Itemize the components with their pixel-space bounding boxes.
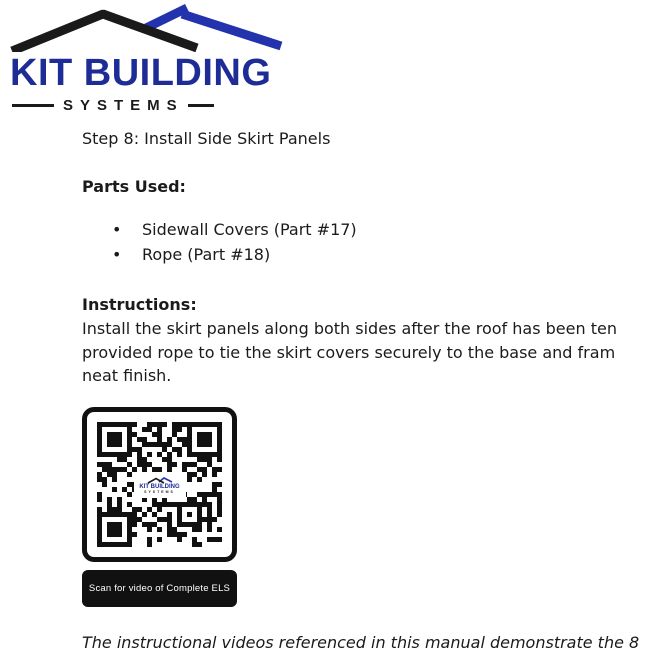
qr-center-logo-title: KIT BUILDING	[139, 483, 180, 490]
list-item	[112, 217, 357, 242]
qr-center-logo-subtitle: SYSTEMS	[144, 489, 175, 494]
logo-roofs-icon	[10, 2, 286, 52]
qr-center-roofs-icon	[147, 476, 173, 484]
logo-dash-left	[12, 104, 54, 107]
list-item	[112, 242, 357, 267]
part-item-label: Sidewall Covers (Part #17)	[142, 220, 357, 239]
qr-caption: Scan for video of Complete ELS	[82, 570, 237, 607]
bullet-icon: •	[112, 220, 122, 239]
logo-subtitle: SYSTEMS	[63, 97, 184, 114]
instructions-line: provided rope to tie the skirt covers securely to the base and fram	[82, 342, 616, 362]
instructions-label: Instructions:	[82, 295, 197, 314]
qr-code	[82, 407, 237, 562]
qr-center-logo	[134, 472, 186, 498]
bullet-icon: •	[112, 245, 122, 264]
part-item-label: Rope (Part #18)	[142, 245, 271, 264]
instructions-line: neat finish.	[82, 366, 172, 385]
parts-used-list	[112, 217, 357, 267]
parts-used-label: Parts Used:	[82, 177, 186, 196]
instructions-paragraph	[82, 317, 617, 388]
logo-dash-right	[188, 104, 214, 107]
step-title: Step 8: Install Side Skirt Panels	[82, 129, 331, 148]
logo-subtitle-row	[12, 97, 286, 114]
logo	[10, 2, 286, 114]
logo-title: KIT BUILDING	[10, 52, 272, 94]
footnote: The instructional videos referenced in this manual demonstrate the 8	[82, 633, 640, 652]
instructions-line: Install the skirt panels along both sides after the roof has been ten	[82, 319, 617, 338]
